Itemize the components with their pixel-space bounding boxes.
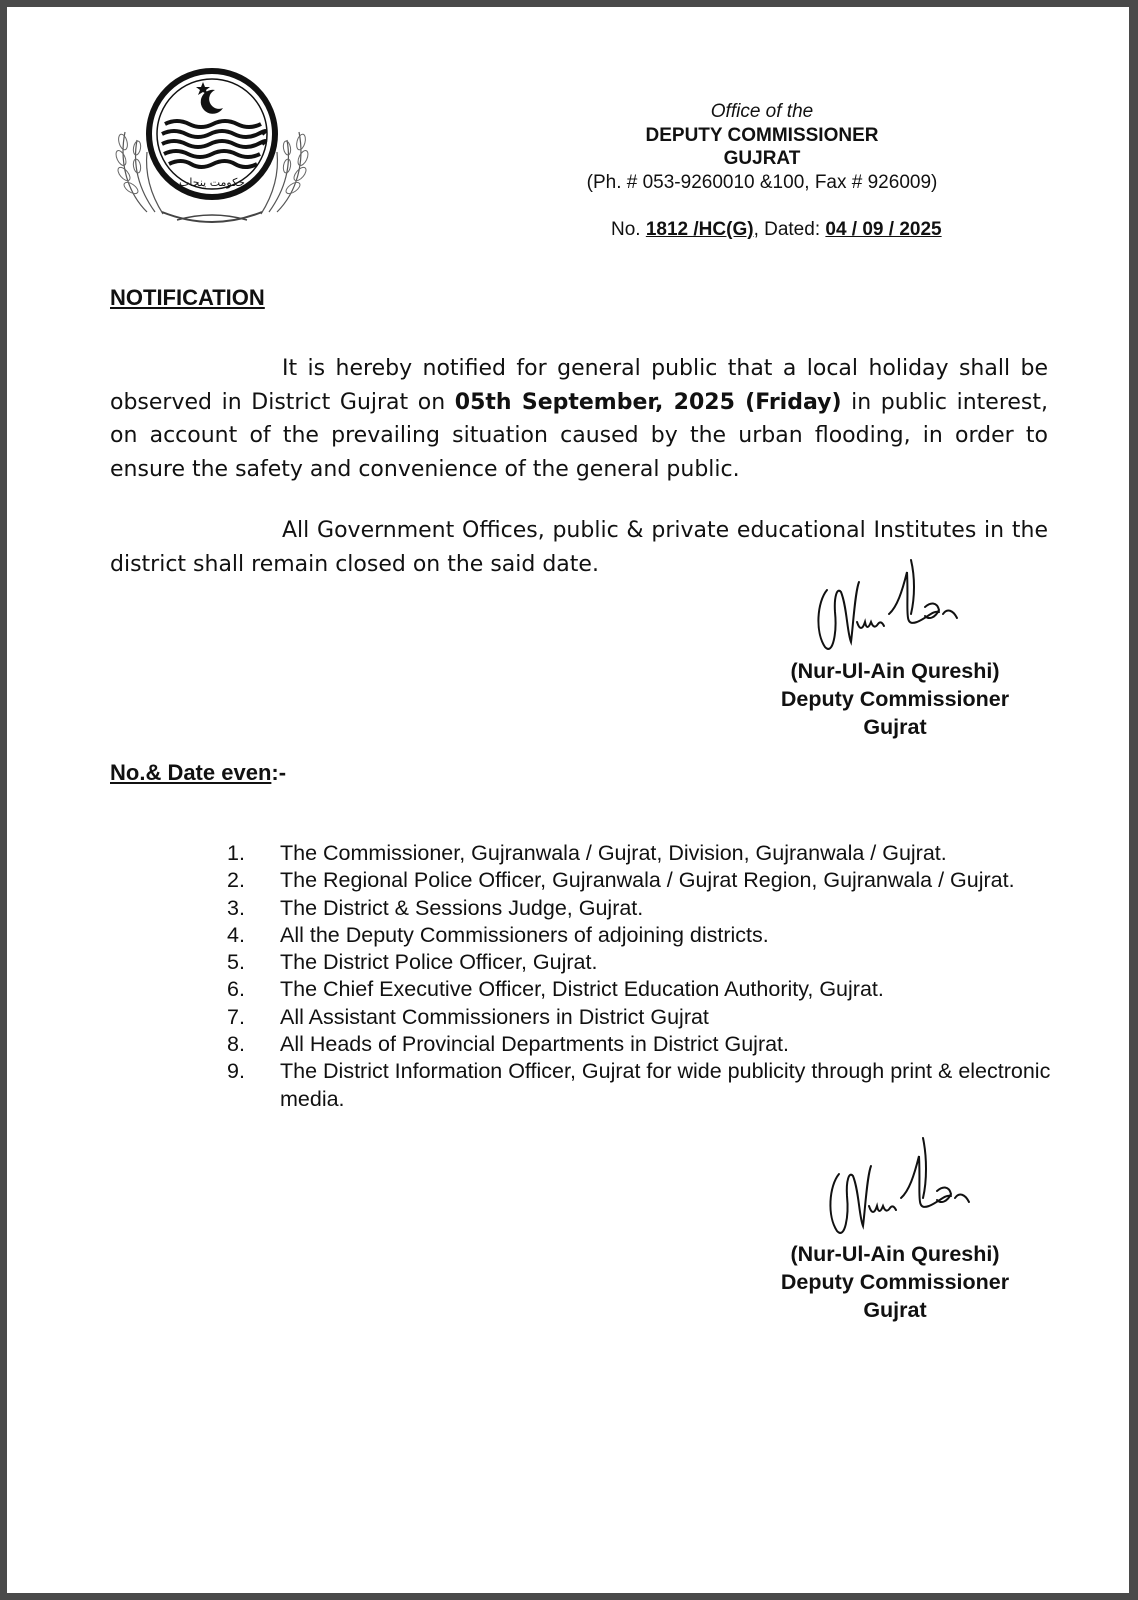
- paragraph-1-text-a: It is hereby notified for general public that a local holiday shall be observed in District Gujrat on: [110, 356, 1048, 415]
- list-item: [227, 976, 1057, 1003]
- list-item-number: 7.: [227, 1004, 245, 1029]
- signatory-name: (Nur-Ul-Ain Qureshi): [790, 1242, 1000, 1266]
- handwritten-signature-1: [807, 552, 977, 662]
- list-item: [227, 867, 1057, 894]
- list-item-text: The Commissioner, Gujranwala / Gujrat, Division, Gujranwala / Gujrat.: [280, 841, 947, 865]
- document-page: [7, 7, 1129, 1593]
- paragraph-1-text-b: in public interest, on account of the prevailing situation caused by the urban flooding, in order to ensure the safety and convenience of the general public.: [110, 389, 1049, 482]
- list-item-text: The District Information Officer, Gujrat for wide publicity through print & electronic media.: [280, 1059, 1051, 1111]
- distribution-heading-suffix: :-: [271, 760, 287, 785]
- reference-line: [611, 219, 942, 241]
- reference-dated-value: 04 / 09 / 2025: [825, 219, 942, 240]
- office-title: DEPUTY COMMISSIONER: [645, 124, 879, 146]
- list-item-number: 3.: [227, 895, 245, 920]
- list-item: [227, 1004, 1057, 1031]
- signatory-name: (Nur-Ul-Ain Qureshi): [790, 659, 1000, 683]
- list-item-text: The District Police Officer, Gujrat.: [280, 950, 598, 975]
- reference-dated-label: , Dated:: [753, 219, 821, 240]
- list-item-number: 8.: [227, 1032, 245, 1057]
- emblem-urdu-caption: حکومت پنجاب: [179, 176, 245, 189]
- list-item: [227, 840, 1057, 867]
- signatory-place: Gujrat: [863, 1298, 927, 1322]
- list-item-text: All Heads of Provincial Departments in District Gujrat.: [280, 1032, 790, 1057]
- office-contact: (Ph. # 053-9260010 &100, Fax # 926009): [586, 171, 938, 193]
- distribution-heading: [110, 760, 286, 786]
- list-item-number: 6.: [227, 977, 245, 1002]
- notification-title: NOTIFICATION: [110, 285, 265, 310]
- notification-paragraph-1: [110, 352, 1048, 486]
- signature-block-1: [745, 657, 1045, 741]
- office-line: Office of the: [710, 101, 814, 122]
- list-item-number: 1.: [227, 841, 245, 865]
- signatory-designation: Deputy Commissioner: [780, 1270, 1010, 1294]
- list-item: [227, 922, 1057, 949]
- reference-no-value: 1812 /HC(G): [645, 219, 754, 240]
- reference-no-label: No.: [611, 219, 641, 240]
- list-item-text: The Chief Executive Officer, District Education Authority, Gujrat.: [280, 977, 884, 1002]
- signature-block-2: [745, 1240, 1045, 1324]
- office-city: GUJRAT: [723, 148, 801, 169]
- handwritten-signature-2: [819, 1132, 989, 1247]
- signatory-designation: Deputy Commissioner: [780, 687, 1010, 711]
- list-item-text: The District & Sessions Judge, Gujrat.: [280, 895, 644, 920]
- list-item: [227, 1031, 1057, 1058]
- list-item-text: All the Deputy Commissioners of adjoining districts.: [280, 922, 769, 947]
- list-item: [227, 949, 1057, 976]
- list-item-number: 2.: [227, 868, 245, 893]
- distribution-heading-text: No.& Date even: [110, 760, 272, 785]
- list-item-text: The Regional Police Officer, Gujranwala / Gujrat Region, Gujranwala / Gujrat.: [280, 868, 1015, 893]
- list-item-number: 5.: [227, 950, 245, 975]
- paragraph-2-text: All Government Offices, public & private educational Institutes in the district shall remain closed on the said date.: [110, 518, 1048, 577]
- distribution-list: [227, 840, 1057, 1113]
- punjab-government-emblem: [107, 62, 317, 232]
- list-item: [227, 895, 1057, 922]
- office-header: [567, 100, 957, 194]
- list-item-number: 4.: [227, 922, 245, 947]
- signatory-place: Gujrat: [863, 715, 927, 739]
- holiday-date: 05th September, 2025 (Friday): [454, 389, 842, 415]
- list-item-text: All Assistant Commissioners in District Gujrat: [280, 1004, 709, 1029]
- list-item: [227, 1058, 1057, 1113]
- list-item-number: 9.: [227, 1059, 245, 1084]
